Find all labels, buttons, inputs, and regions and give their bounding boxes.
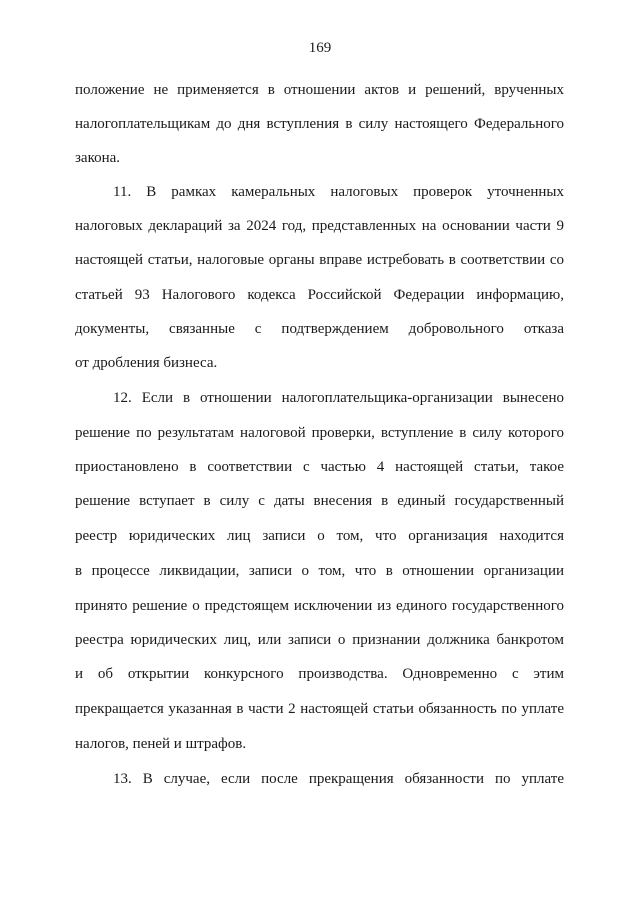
text-line: принято решение о предстоящем исключении из единого государственного <box>75 598 564 614</box>
text-line: приостановлено в соответствии с частью 4 настоящей статьи, такое <box>75 459 564 475</box>
text-line: решение вступает в силу с даты внесения в единый государственный <box>75 493 564 509</box>
text-line: решение по результатам налоговой проверки, вступление в силу которого <box>75 425 564 441</box>
text-line: налогов, пеней и штрафов. <box>75 736 247 752</box>
text-line: налогоплательщикам до дня вступления в силу настоящего Федерального <box>75 116 564 132</box>
text-line: статьей 93 Налогового кодекса Российской Федерации информацию, <box>75 287 564 303</box>
text-line: настоящей статьи, налоговые органы вправе истребовать в соответствии со <box>75 252 564 268</box>
paragraph-13-first-line: 13. В случае, если после прекращения обязанности по уплате <box>113 771 564 787</box>
text-line: закона. <box>75 150 121 166</box>
paragraph-11-first-line: 11. В рамках камеральных налоговых проверок уточненных <box>113 184 564 200</box>
text-line: налоговых деклараций за 2024 год, представленных на основании части 9 <box>75 218 564 234</box>
text-line: документы, связанные с подтверждением добровольного отказа <box>75 321 564 337</box>
text-line: положение не применяется в отношении актов и решений, врученных <box>75 82 564 98</box>
text-line: прекращается указанная в части 2 настоящей статьи обязанность по уплате <box>75 701 564 717</box>
page-number: 169 <box>308 40 332 56</box>
text-line: и об открытии конкурсного производства. Одновременно с этим <box>75 666 564 682</box>
text-line: в процессе ликвидации, записи о том, что в отношении организации <box>75 563 564 579</box>
text-line: от дробления бизнеса. <box>75 355 218 371</box>
text-line: реестр юридических лиц записи о том, что организация находится <box>75 528 564 544</box>
text-line: реестра юридических лиц, или записи о признании должника банкротом <box>75 632 564 648</box>
paragraph-12-first-line: 12. Если в отношении налогоплательщика-организации вынесено <box>113 390 564 406</box>
